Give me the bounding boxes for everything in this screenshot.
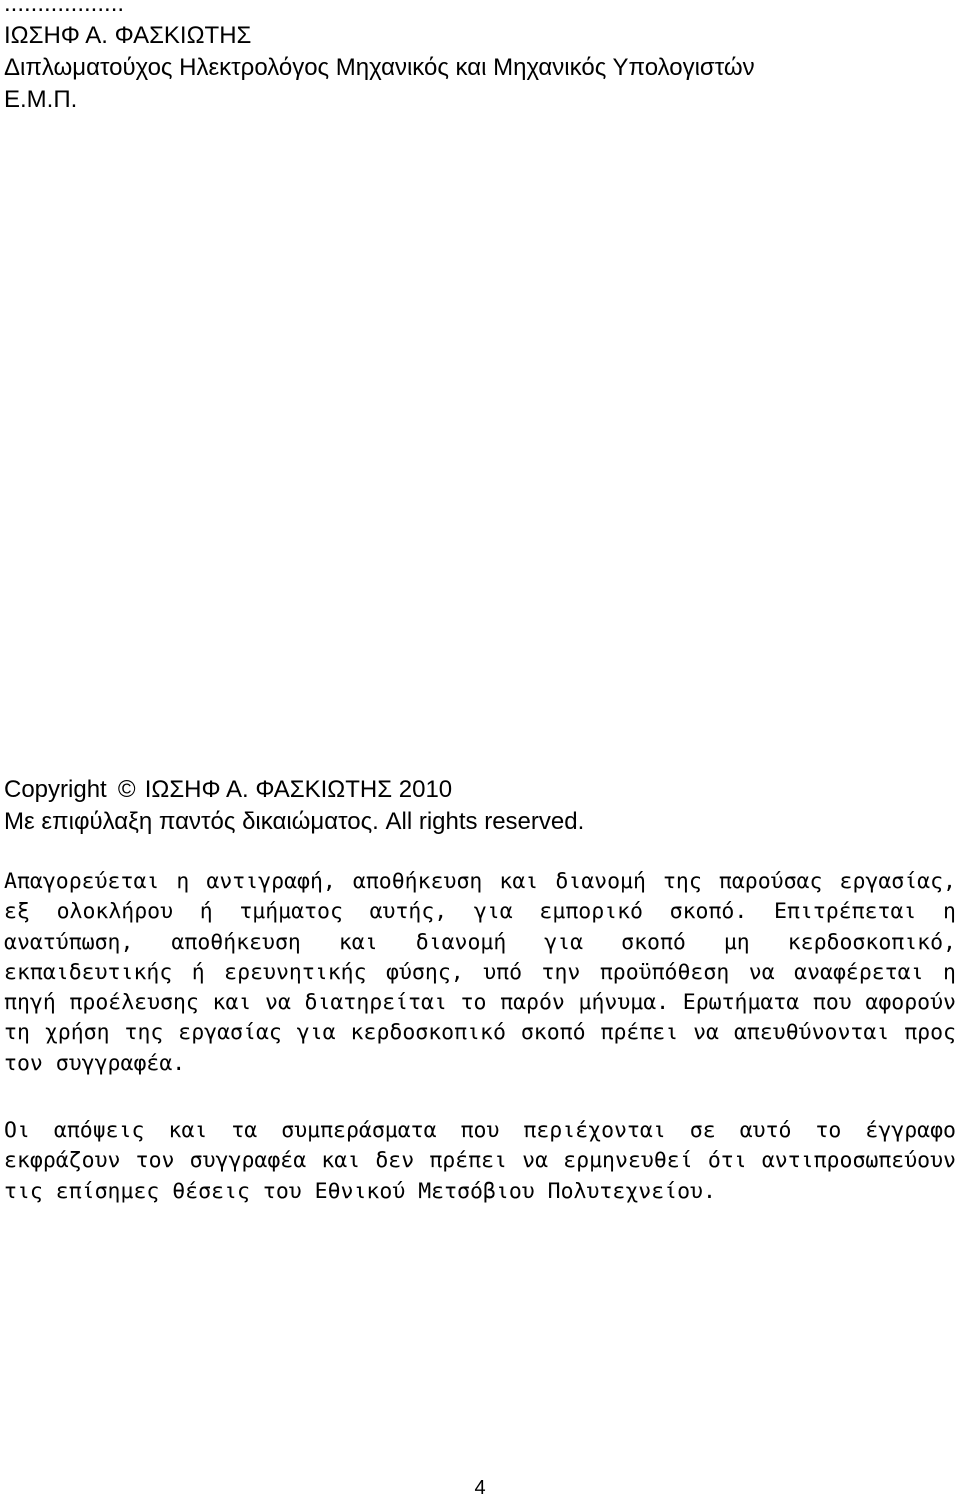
author-title-line-2: Ε.Μ.Π.: [4, 86, 78, 113]
copyright-line: [4, 774, 584, 806]
rights-reserved-line: Με επιφύλαξη παντός δικαιώματος. All rights reserved.: [4, 808, 585, 835]
copyright-icon: ©: [117, 776, 136, 803]
copyright-block: [4, 774, 584, 838]
author-name: ΙΩΣΗΦ Α. ΦΑΣΚΙΩΤΗΣ: [4, 22, 252, 49]
header-dots: ..................: [4, 0, 125, 17]
author-title-line-1: Διπλωματούχος Ηλεκτρολόγος Μηχανικός και Μηχανικός Υπολογιστών: [4, 54, 755, 81]
copyright-label: Copyright: [4, 776, 107, 803]
page-number: 4: [474, 1477, 486, 1499]
copyright-notice-paragraph: Απαγορεύεται η αντιγραφή, αποθήκευση και διανομή της παρούσας εργασίας, εξ ολοκλήρου ή τμήματος αυτής, για εμπορικό σκοπό. Επιτρέπεται η ανατύπωση, αποθήκευση και διανομή για σκοπό μη κερδοσκοπικό, εκπαιδευτικής ή ερευνητικής φύσης, υπό την προϋπόθεση να αναφέρεται η πηγή προέλευσης και να διατηρείται το παρόν μήνυμα. Ερωτήματα που αφορούν τη χρήση της εργασίας για κερδοσκοπικό σκοπό πρέπει να απευθύνονται προς τον συγγραφέα.: [4, 869, 956, 1076]
document-header: [4, 0, 755, 116]
disclaimer-paragraph: Οι απόψεις και τα συμπεράσματα που περιέχονται σε αυτό το έγγραφο εκφράζουν τον συγγραφέα και δεν πρέπει να ερμηνευθεί ότι αντιπροσωπεύουν τις επίσημες θέσεις του Εθνικού Μετσόβιου Πολυτεχνείου.: [4, 1118, 956, 1204]
copyright-holder-year: ΙΩΣΗΦ Α. ΦΑΣΚΙΩΤΗΣ 2010: [144, 776, 453, 803]
